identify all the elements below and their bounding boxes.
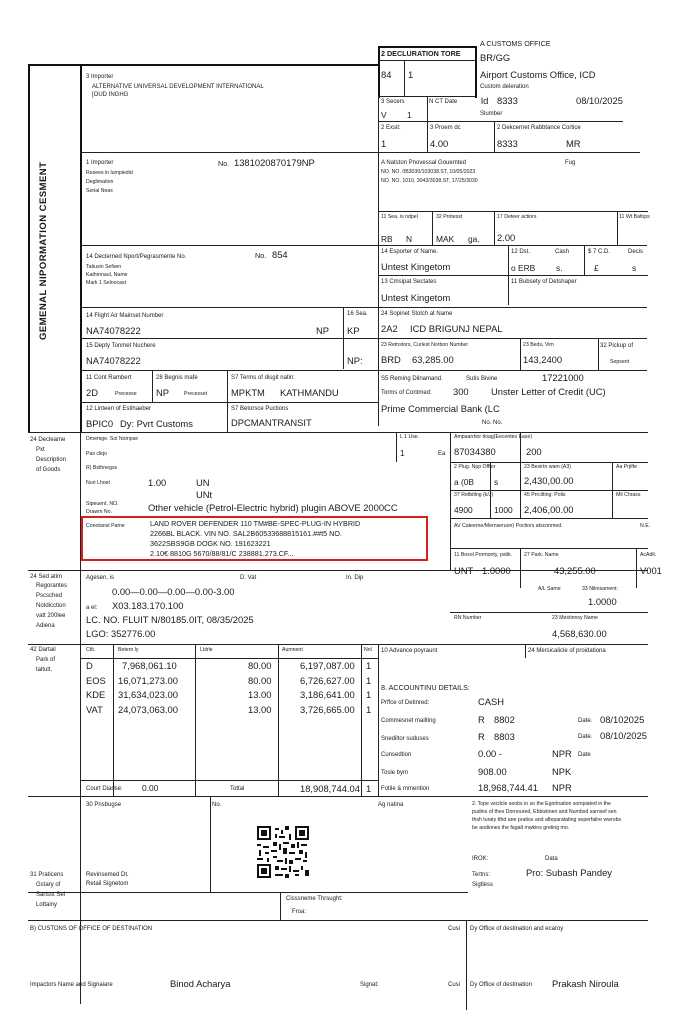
val-sec-label: 24 Sed atim <box>30 574 63 580</box>
l1-a: 1 <box>400 448 405 458</box>
beds-label: 23 Beds, Vim <box>523 342 554 348</box>
cd-label: $ 7 C.D. <box>588 249 611 255</box>
tax-amount: 3,726,665.00 <box>300 704 355 715</box>
total-value: 18,908,744.04 <box>300 783 360 794</box>
exit-label: 2 Exsit: <box>381 125 401 131</box>
exit-value: 1 <box>381 138 387 149</box>
declared-label: 14 Declerned Nport/Pegrasmente No. <box>86 254 187 260</box>
tax-header-rate: Lblrle <box>200 647 213 653</box>
nuri-label: Nuri Lhoet <box>86 480 110 486</box>
notes-line-2: NO. NO. 1010, 3043/3038.ST, 17/25/3030 <box>381 178 478 184</box>
cont-name-label: Conotanst Pame <box>86 523 125 529</box>
beds-value: 143,2400 <box>523 354 563 365</box>
remit-label: S5 Reming Dilnamand. <box>381 376 443 382</box>
sophnet-label: 24 Sopinet Stolch at Name <box>381 311 453 317</box>
flight-number: NA74078222 <box>86 325 141 336</box>
tax-side-label: 42 Dartail <box>30 647 56 653</box>
ne-label: N.E. <box>640 523 651 529</box>
tax-header-amount: Aumnent <box>282 647 303 653</box>
note-line-2: pudins of thes Dornoured, Ebbistinen and Numbsd sarnsef sen <box>472 809 617 815</box>
sn-r: R <box>478 731 485 742</box>
customs-office-header: A CUSTOMS OFFICE <box>480 39 551 48</box>
proc-value: 4.00 <box>430 138 449 149</box>
pt33-value: 1.0000 <box>588 596 617 607</box>
cdate-label: N CT Date <box>429 99 458 105</box>
ae-label: a el: <box>86 605 98 611</box>
unt-label: UNT <box>454 565 474 576</box>
ret-a: 4900 <box>454 505 473 515</box>
pod-value: CASH <box>478 696 505 707</box>
note-line-3: thsh turaty tthd ane pratios and afleparatating seperfailre wwrobs <box>472 817 622 823</box>
tax-base: 31,634,023.00 <box>118 689 178 700</box>
ret-label: 37 Retbitlng (k/J) <box>454 492 494 498</box>
tax-rate: 80.00 <box>248 675 272 686</box>
tax-base: 7,968,061.10 <box>122 660 177 671</box>
court-label: Court Diarlse: <box>86 786 123 792</box>
office-ref-code: MR <box>566 138 581 149</box>
remit-amount: 17221000 <box>542 372 584 383</box>
sepsent-label: Sepsent <box>610 359 630 365</box>
mf-label: Mil Chrass <box>616 492 641 498</box>
goods-quantity: 1.00 <box>148 477 167 488</box>
tc-label: Torms of Contmed: <box>381 390 432 396</box>
importer-line-1: Resees in lumpiedid <box>86 170 133 176</box>
importer-top-name-2: [OUD INGHG <box>92 92 129 98</box>
importer-line-2: Deglimation <box>86 179 114 185</box>
rn-label: RN Number <box>454 615 482 621</box>
l1-label: L 1 Use. <box>400 434 420 440</box>
val-sec-4: Notdicction <box>36 603 66 609</box>
signat-label: Signat: <box>360 982 379 988</box>
bscr-value: 2,430,00.00 <box>524 475 574 486</box>
total-n: 1 <box>366 783 372 794</box>
declaration-type-a: 84 <box>381 69 392 80</box>
al-label: A/L Same <box>538 586 561 592</box>
ret-b: 1000 <box>494 505 513 515</box>
imp-name: Binod Acharya <box>170 978 231 989</box>
importer-line-3: Serial Neax <box>86 188 113 194</box>
slumber-label: Slumber <box>480 111 503 117</box>
cusi-label: Cusi <box>448 926 461 932</box>
lc-value: LC. NO. FLUIT N/80185.0IT, 08/35/2025 <box>86 614 254 625</box>
mm-value: 4,568,630.00 <box>552 628 607 639</box>
tax-code: VAT <box>86 704 103 715</box>
lgo-value: LGO: 352776.00 <box>86 628 156 639</box>
notes-label: A Natston Pnovessal Gouemted <box>381 160 467 166</box>
val-sec-2: Regorantes <box>36 583 68 589</box>
fob-code: NPR <box>552 782 572 793</box>
tax-rate: 13.00 <box>248 689 272 700</box>
dy-label: Dy Office of destination and ecaroy <box>470 926 564 932</box>
in-dip-label: In. Dip <box>346 575 364 581</box>
proc1-label: Precesse <box>115 391 137 397</box>
sn-date-label: Date. <box>578 734 593 740</box>
proc2-label: Precesset <box>184 391 208 397</box>
decis-label: Decis <box>628 249 644 255</box>
tax-code: D <box>86 660 93 671</box>
goods-unit-2: UNt <box>196 489 213 500</box>
bank-value: Prime Commercial Bank (LC <box>381 403 500 414</box>
trans-a: MPKTM <box>231 387 265 398</box>
tb-value: 908.00 <box>478 766 507 777</box>
cont-value: 2D <box>86 387 98 398</box>
tax-side-3: taltult. <box>36 667 53 673</box>
l1-b: Ea <box>438 451 446 457</box>
secers-label: 3 Secers <box>381 99 405 105</box>
trans-b: KATHMANDU <box>280 387 339 398</box>
goods-section-label: 24 Decleame <box>30 437 66 443</box>
appl-b: 200 <box>526 446 542 457</box>
tax-header-code: Ctlt. <box>86 647 96 653</box>
declared-line-3: Mark 1 Selnocast <box>86 280 127 286</box>
sip-label: Sipeuent. NO. <box>86 501 119 507</box>
ref-number: 8333 <box>497 95 518 106</box>
goods-section-3: Description <box>36 457 67 463</box>
s2-value: s <box>632 263 637 273</box>
e1-value: £ <box>594 263 599 273</box>
cur-value: 0.00 - <box>478 748 502 759</box>
av-label: AV Cateerne/Mernseruon) Poctiors atsconmed. <box>454 523 563 529</box>
adv-label: 10 Advance poyraunt <box>381 648 438 654</box>
cm-value: 8802 <box>494 714 515 725</box>
footer-no-label: No. <box>212 802 222 808</box>
froa-label: ´Froa: <box>290 909 307 915</box>
pt31-2: Gstary of <box>36 882 61 888</box>
tb-code: NPK <box>552 766 572 777</box>
plug-a: a (0B <box>454 477 475 487</box>
seal-a: RB <box>381 234 393 244</box>
protest-a: MAK <box>436 234 455 244</box>
flight-np: NP <box>316 325 330 336</box>
importer-number: 1381020870179NP <box>234 157 315 168</box>
tax-amount: 3,186,641.00 <box>300 689 355 700</box>
declaration-type-b: 1 <box>408 69 414 80</box>
sophnet-b: ICD BRIGUNJ NEPAL <box>410 323 503 334</box>
ae-value: X03.183.170.100 <box>112 600 184 611</box>
description-highlight <box>81 516 428 561</box>
pickup-label: 32 Pickup of <box>600 343 634 349</box>
suds-label: Sutis Bivine <box>466 376 498 382</box>
tb-label: Tosle bym <box>381 770 409 776</box>
data-label: Data <box>545 856 558 862</box>
declaration-date: 08/10/2025 <box>576 95 623 106</box>
protest-label: 32 Protesst <box>436 214 463 220</box>
goods-section-4: of Goods <box>36 467 61 473</box>
unt-value: 1.0000 <box>482 565 511 576</box>
pt31-3: Sartsst Sel <box>36 892 66 898</box>
notes-line-1: NO. NO. 0B3030/103038.ST, 10/05/2023 <box>381 169 476 175</box>
goods-desc-3: 3622SBS9GB DOGK NO. 191623221 <box>150 539 271 548</box>
office-ref-number: 8333 <box>497 138 518 149</box>
ap-label: Aa Prjifte <box>616 464 638 470</box>
wt-label: 11 Wt Bafops <box>619 214 650 220</box>
cur-label: Cunsedtion <box>381 752 412 758</box>
origin-value: Untest Kingetom <box>381 292 451 303</box>
pro-signer: Pro: Subash Pandey <box>526 867 612 878</box>
tax-base: 16,071,273.00 <box>118 675 178 686</box>
plug-b: s <box>494 477 499 487</box>
tax-code: EOS <box>86 675 106 686</box>
val-sec-3: Pscsched <box>36 593 63 599</box>
origin-label: 13 Cmsipat Sectates <box>381 279 437 285</box>
cont-label: 11 Cont Rambert <box>86 375 132 381</box>
cash-label: Cash <box>555 249 570 255</box>
dy2-label: Dy Office of destination <box>470 982 532 988</box>
declared-no-label: No. <box>255 251 267 260</box>
ag-label: Ag natina <box>378 802 404 808</box>
begn-value: NP <box>156 387 170 398</box>
declared-number: 854 <box>272 249 288 260</box>
location-a: BPIC0 <box>86 418 114 429</box>
seal-label: 11 Sea. is ndpel <box>381 214 418 220</box>
tax-n: 1 <box>366 689 372 700</box>
appl-label: Ampaarrtior tioag(Eecentes Ease) <box>454 434 533 440</box>
flight-kp: KP <box>347 325 360 336</box>
ref-label: 23 Retnstors, Curlest Norbon Number <box>381 342 469 348</box>
cm-r: R <box>478 714 485 725</box>
terms-label: Tertns: <box>472 872 491 878</box>
officer-name: Prakash Niroula <box>552 978 619 989</box>
val-sec-5: vatt 200lee <box>36 613 66 619</box>
pt33-label: 33 Nilmsament: <box>582 586 619 592</box>
goods-desc-4: 2.10€ 8810G 5670/88/81/C 238881.273.CF... <box>150 549 294 558</box>
val-zeros: 0.00—0.00—0.00—0.00-3.00 <box>112 586 235 597</box>
sign-label: Sigtless <box>472 882 494 888</box>
pt31-label: 31 Praticens <box>30 872 64 878</box>
subsety-label: 11 Bubsety of Detshaper <box>511 279 577 285</box>
declared-line-2: Kathmnaul, Name <box>86 272 128 278</box>
goods-unit-1: UN <box>196 477 210 488</box>
tax-rate: 80.00 <box>248 660 272 671</box>
pr-label: 30 Pnsbugse <box>86 802 122 808</box>
pas-label: Pas cliqo <box>86 451 108 457</box>
tax-n: 1 <box>366 704 372 715</box>
goods-section-2: Pxt <box>36 447 45 453</box>
rb-label: R) Bsthnegss <box>86 465 118 471</box>
transport-number: NA74078222 <box>86 355 141 366</box>
adi-value: V001 <box>640 565 662 576</box>
pols-label: 45 Prrcilting: Polis <box>524 492 566 498</box>
cm-date: 08/102025 <box>600 714 645 725</box>
tax-rate: 13.00 <box>248 704 272 715</box>
secers-value: V <box>381 110 387 120</box>
customs-office-sub: Custom deleration <box>480 84 529 90</box>
cm-date-label: Date. <box>578 718 593 724</box>
rev-label: Revinsemed Dt. <box>86 872 129 878</box>
importer-label: 1 Importer <box>86 160 114 166</box>
park-label: 27 Park. Name <box>524 552 559 558</box>
d-vat-label: D. Vat <box>240 575 257 581</box>
acc-label: 8. ACCOUNTINU DETAILS: <box>381 683 470 692</box>
bay-label: S7 Betorsce Puctions <box>231 406 289 412</box>
irok-label: IROK: <box>472 856 489 862</box>
appl-a: 87034380 <box>454 446 496 457</box>
location-b: Dy: Pvrt Customs <box>120 418 193 429</box>
erb-value: o ERB <box>511 263 536 273</box>
declaration-label: 2 DECLURATION TORE <box>381 49 461 58</box>
park-value: 43,255.00 <box>554 565 596 576</box>
val-sec-6: Adiena <box>36 623 55 629</box>
mer-label: 24 Mersicalicle of proidationa <box>528 648 606 654</box>
ref-prefix: ld <box>481 95 489 106</box>
tax-n: 1 <box>366 660 372 671</box>
customs-office-code: BR/GG <box>480 52 511 63</box>
tax-header-n: Nnl <box>364 647 372 653</box>
tax-amount: 6,197,087.00 <box>300 660 355 671</box>
note-line-4: be aodiones the fagalt mwkins greting mo. <box>472 825 570 831</box>
sn-date: 08/10/2025 <box>600 730 647 741</box>
customs-office-name: Airport Customs Office, ICD <box>480 69 596 80</box>
dmen-label: Dmemge. Sol Nompse <box>86 436 139 442</box>
begn-label: 28 Begnis mafe <box>156 375 198 381</box>
sip-label-2: Drawm No. <box>86 509 112 515</box>
tax-code: KDE <box>86 689 106 700</box>
side-title: GEMENAL NIPORMATION CESMENT <box>38 161 49 340</box>
ref-a: BRD <box>381 354 401 365</box>
ref-b: 63,285.00 <box>412 354 454 365</box>
fob-label: Fotile & mmention <box>381 786 430 792</box>
tax-header-base: Betern ly <box>118 647 139 653</box>
no-no-label: No. No. <box>482 420 503 426</box>
bay-value: DPCMANTRANSIT <box>231 417 312 428</box>
office-ref-label: 2 Dekcernet Rabbtance Cortice <box>497 125 581 131</box>
mm-label: 23 Mestinnsy Name <box>552 615 598 621</box>
location-label: 12 Linteen of Estihaeber <box>86 406 152 412</box>
fob-value: 18,968,744.41 <box>478 782 538 793</box>
declared-line-1: Tatiusin Sefsen <box>86 264 122 270</box>
tax-side-2: Park of <box>36 657 56 663</box>
transport-label: 15 Depty Tonmet Nuchere <box>86 343 156 349</box>
flight-seq-label: 16 Sea. <box>347 311 368 317</box>
importer-top-name: ALTERNATIVE UNIVERSAL DEVELOPMENT INTERNATIONAL <box>92 84 264 90</box>
pt31-4: Lottainy <box>36 902 58 908</box>
cur-code: NPR <box>552 748 572 759</box>
tc-value: Unster Letter of Credit (UC) <box>491 386 606 397</box>
sn-value: 8803 <box>494 731 515 742</box>
tax-n: 1 <box>366 675 372 686</box>
exporter-label: 14 Esporter of Name. <box>381 249 439 255</box>
total-label: Tottal <box>230 786 245 792</box>
importer-no-label: No. <box>218 159 230 168</box>
adi-label: AcAdil. <box>640 552 657 558</box>
detect-label: 17 Deteer actiors <box>497 214 537 220</box>
dst-label: 12 Dst. <box>511 249 531 255</box>
plug-label: 2 Plug. Npp Offfor <box>454 464 496 470</box>
qr-code-icon <box>257 826 309 878</box>
imp-label: Impactors Name and Signaiare <box>30 982 113 988</box>
exporter-value: Untest Kingetom <box>381 261 451 272</box>
cm-label: Commesnet mailting <box>381 718 436 724</box>
sophnet-a: 2A2 <box>381 323 398 334</box>
transport-np: NP: <box>347 355 363 366</box>
secers-value-2: 1 <box>407 110 412 120</box>
bscr-label: 23 Besirtn wam (A3) <box>524 464 571 470</box>
ret-signetom-label: Retail Signetom <box>86 881 129 887</box>
notes-fug: Fug <box>565 160 576 166</box>
agesen-label: Agesen, is <box>86 575 115 581</box>
note-line-1: 2. Tope vecilcle seobs in so the Egorlnation sompiated in the <box>472 801 611 807</box>
importer-top-label: 3 Importer <box>86 74 114 80</box>
flight-label: 14 Flight Air Mainset Number <box>86 313 164 319</box>
cusi-2-label: Cusi <box>448 982 461 988</box>
clear-label: Cisssneme Thrsught: <box>286 896 343 902</box>
goods-desc-1: LAND ROVER DEFENDER 110 TM#BE-SPEC-PLUG-IN HYBRID <box>150 519 361 528</box>
court-value: 0.00 <box>142 783 159 793</box>
pod-label: Prffce of Detinred: <box>381 700 430 706</box>
tax-amount: 6,726,627.00 <box>300 675 355 686</box>
detect-value: 2.00 <box>497 232 516 243</box>
cust-label: B) CUSTONS OF OFFICE OF DESTINATION <box>30 926 153 932</box>
perm-label: 11 Bosol Pormonty, pstik. <box>454 552 513 558</box>
proc-label: 3 Proem dc <box>430 125 461 131</box>
seal-b: N <box>406 234 413 244</box>
cur-date-label: Date <box>578 752 591 758</box>
pols-value: 2,406,00.00 <box>524 504 574 515</box>
tc-number: 300 <box>453 386 469 397</box>
protest-b: ga. <box>468 234 480 244</box>
s1-value: s. <box>556 263 563 273</box>
goods-desc-2: 2266BL BLACK. VIN NO. SAL2B60533688815161.##t5 NO. <box>150 529 342 538</box>
tax-base: 24,073,063.00 <box>118 704 178 715</box>
goods-sip: Other vehicle (Petrol-Electric hybrid) plugin ABOVE 2000CC <box>148 502 398 513</box>
sn-label: Snediltor suduses <box>381 736 429 742</box>
trans-label: S7 Terms of disgit natin: <box>231 375 295 381</box>
